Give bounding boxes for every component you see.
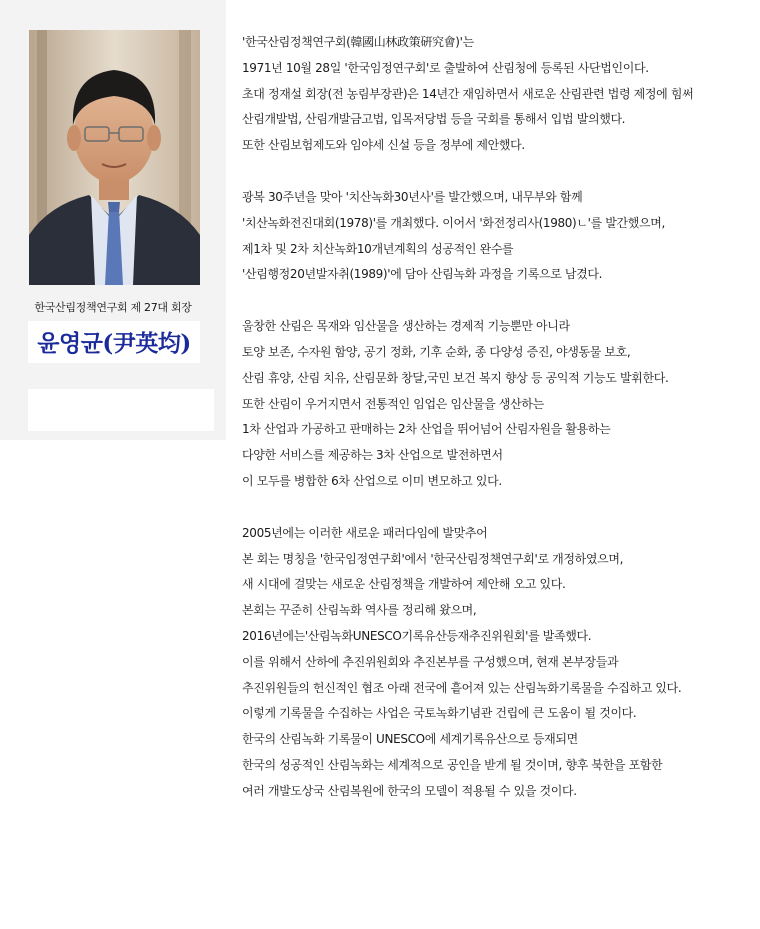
- text-line: '치산녹화전진대회(1978)'를 개최했다. 이어서 '화전정리사(1980)ㄴ'를 발간했으며,: [242, 215, 665, 230]
- text-line: 새 시대에 걸맞는 새로운 산림정책을 개발하여 제안해 오고 있다.: [242, 577, 566, 592]
- text-line: 2016년에는'산림녹화UNESCO기록유산등재추진위원회'를 발족했다.: [242, 628, 592, 643]
- profile-caption: 한국산림정책연구회 제 27대 회장: [34, 301, 192, 314]
- profile-name: 윤영균(尹英均): [37, 330, 191, 357]
- text-line: 토양 보존, 수자원 함양, 공기 정화, 기후 순화, 종 다양성 증진, 야생동물 보호,: [242, 344, 631, 359]
- text-line: 초대 정재설 회장(전 농림부장관)은 14년간 재임하면서 새로운 산림관련 법령 제정에 힘써: [242, 86, 694, 101]
- text-line: 광복 30주년을 맞아 '치산녹화30년사'를 발간했으며, 내무부와 함께: [242, 189, 583, 204]
- paragraph-2: [242, 185, 752, 288]
- text-line: 여러 개발도상국 산림복원에 한국의 모델이 적용될 수 있을 것이다.: [242, 783, 577, 798]
- text-line: 제1차 및 2차 치산녹화10개년계획의 성공적인 완수를: [242, 241, 514, 256]
- text-line: 이 모두를 병합한 6차 산업으로 이미 변모하고 있다.: [242, 473, 502, 488]
- text-line: 또한 산림이 우거지면서 전통적인 임업은 임산물을 생산하는: [242, 396, 544, 411]
- text-line: 이렇게 기록물을 수집하는 사업은 국토녹화기념관 건립에 큰 도움이 될 것이다.: [242, 706, 637, 721]
- portrait-photo: [29, 30, 200, 285]
- text-line: 본회는 꾸준히 산림녹화 역사를 정리해 왔으며,: [242, 603, 477, 618]
- text-line: 또한 산림보험제도와 임야세 신설 등을 정부에 제안했다.: [242, 138, 525, 153]
- text-line: 추진위원들의 헌신적인 협조 아래 전국에 흩어져 있는 산림녹화기록물을 수집하고 있다.: [242, 680, 682, 695]
- text-line: 울창한 산림은 목재와 임산물을 생산하는 경제적 기능뿐만 아니라: [242, 319, 570, 334]
- paragraph-4: [242, 521, 752, 805]
- text-line: 본 회는 명칭을 '한국임정연구회'에서 '한국산림정책연구회'로 개정하였으며,: [242, 551, 624, 566]
- text-line: 한국의 성공적인 산림녹화는 세계적으로 공인을 받게 될 것이며, 향후 북한을 포함한: [242, 757, 663, 772]
- profile-panel: [0, 0, 226, 440]
- text-line: 산림 휴양, 산림 치유, 산림문화 창달,국민 보건 복지 향상 등 공익적 기능도 발휘한다.: [242, 370, 669, 385]
- text-line: 한국의 산림녹화 기록물이 UNESCO에 세계기록유산으로 등재되면: [242, 732, 578, 747]
- text-line: 이를 위해서 산하에 추진위원회와 추진본부를 구성했으며, 현재 본부장들과: [242, 654, 619, 669]
- name-plate: [28, 321, 200, 363]
- text-line: 1차 산업과 가공하고 판매하는 2차 산업을 뛰어넘어 산림자원을 활용하는: [242, 422, 611, 437]
- blank-box: [28, 389, 214, 431]
- text-line: 1971년 10월 28일 '한국임정연구회'로 출발하여 산림청에 등록된 사단법인이다.: [242, 60, 649, 75]
- text-line: 다양한 서비스를 제공하는 3차 산업으로 발전하면서: [242, 448, 503, 463]
- text-line: '산림행정20년발자취(1989)'에 담아 산림녹화 과정을 기록으로 남겼다.: [242, 267, 603, 282]
- paragraph-1: [242, 30, 752, 159]
- text-line: 산림개발법, 산림개발금고법, 입목저당법 등을 국회를 통해서 입법 발의했다.: [242, 112, 626, 127]
- article-body: [242, 30, 752, 831]
- text-line: 2005년에는 이러한 새로운 패러다임에 발맞추어: [242, 525, 488, 540]
- text-line: '한국산림정책연구회(韓國山林政策硏究會)'는: [242, 35, 474, 49]
- paragraph-3: [242, 314, 752, 495]
